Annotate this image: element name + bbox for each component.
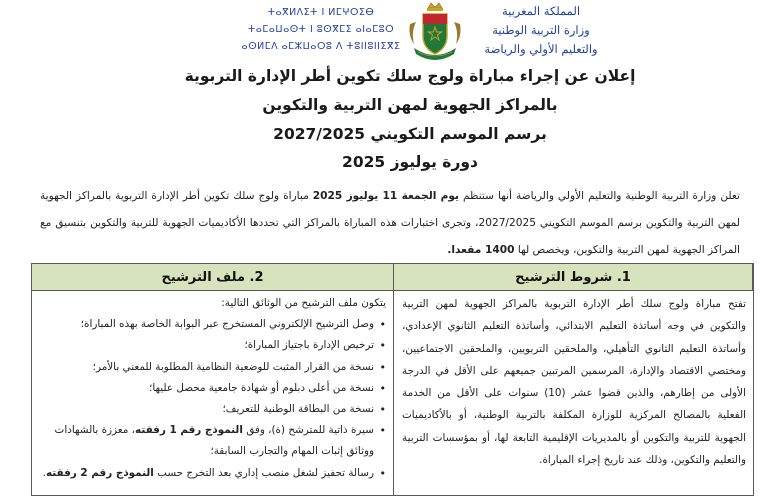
header-kingdom: المملكة المغربية — [501, 4, 581, 18]
header-ministry-sub: والتعليم الأولي والرياضة — [484, 42, 598, 56]
header-tifinagh-line1: ⵜⴰⴳⵍⴷⵉⵜ ⵏ ⵍⵎⵖⵔⵉⴱ — [267, 7, 375, 18]
list-item: • ترخيص الإدارة باجتياز المباراة؛ — [40, 335, 374, 356]
cv-text-2: ، معززة بالشهادات ووثائق إثبات المهام والتجارب السابقة؛ — [54, 424, 374, 458]
list-item: • وصل الترشيح الإلكتروني المستخرج عبر البوابة الخاصة بهذه المباراة؛ — [40, 314, 374, 335]
conditions-heading: 1. شروط الترشيح — [393, 263, 753, 291]
list-item — [40, 420, 374, 462]
title-line4: دورة يوليوز 2025 — [342, 153, 478, 171]
header-tifinagh-line2: ⵜⴰⵎⴰⵡⴰⵙⵜ ⵏ ⵓⵙⴳⵎⵉ ⴰⵏⴰⵎⵓⵔ — [247, 24, 395, 35]
list-item — [40, 463, 374, 484]
list-item: • نسخة من البطاقة الوطنية للتعريف؛ — [40, 399, 374, 420]
header-arabic — [466, 2, 616, 59]
header-tifinagh — [236, 4, 406, 55]
intro-text-1: تعلن وزارة التربية الوطنية والتعليم الأولي والرياضة أنها ستنظم — [459, 190, 740, 202]
moroccan-coat-of-arms-icon — [406, 2, 464, 68]
application-file-content — [40, 293, 386, 484]
title-line1: إعلان عن إجراء مباراة ولوج سلك تكوين أطر الإدارة التربوية — [184, 67, 636, 85]
application-file-heading: 2. ملف الترشيح — [31, 263, 394, 291]
cv-text-1: سيرة ذاتية للمترشح (ة)، وفق — [242, 424, 374, 437]
title-line3: برسم الموسم التكويني 2027/2025 — [273, 125, 547, 143]
header-tifinagh-line3: ⴰⵙⵍⵎⴷ ⴰⵎⵣⵡⴰⵔⵓ ⴷ ⵜⵓⵏⵏⵓⵏⵏⵉⴳⵉ — [241, 41, 401, 52]
column-divider — [393, 263, 394, 495]
motivation-text-2: . — [42, 466, 46, 479]
conditions-text: تفتح مباراة ولوج سلك أطر الإدارة التربوية بالمراكز الجهوية لمهن التربية والتكوين في وجه أساتذة التعليم الابتدائي، وأساتذة التعليم الثانوي الإعدادي، وأساتذة التعليم الثانوي التأهيلي، والملحقين التربويين، والملحقين الاجتماعيين، ومختصي الاقتصاد والإدارة، المرسمين المرتبين جميعهم على الأقل في الدرجة الأولى من إطارهم، والذين قضوا عشر (10) سنوات على الأقل من الخدمة الفعلية بالمصالح المركزية للوزارة المكلفة بالتربية الوطنية، أو بالأكاديميات الجهوية للتربية والتكوين أو بالمديريات الإقليمية التابعة لها، أو بمؤسسات التربية والتعليم والتكوين، وذلك عند تاريخ إجراء المباراة. — [402, 298, 746, 467]
title-line2: بالمراكز الجهوية لمهن التربية والتكوين — [262, 96, 558, 114]
cv-model-ref: النموذج رقم 1 رفقته — [135, 424, 243, 437]
intro-seats: 1400 مقعدا. — [447, 244, 515, 256]
intro-paragraph — [40, 183, 740, 264]
documents-list — [40, 314, 386, 484]
motivation-text-1: رسالة تحفيز لشغل منصب إداري بعد التخرج حسب — [153, 466, 374, 479]
motivation-model-ref: النموذج رقم 2 رفقته — [45, 466, 154, 479]
list-item: • نسخة من أعلى دبلوم أو شهادة جامعية محصل عليها؛ — [40, 378, 374, 399]
intro-text-2: مباراة ولوج سلك تكوين أطر الإدارة التربوية بالمراكز الجهوية لمهن التربية والتكوين برسم الموسم التكويني 2027/2025، وتجرى اختبارات هذه المباراة بالمراكز التي تحددها الأكاديميات الجهوية للتربية والتكوين بتنسيق مع المراكز الجهوية لمهن التربية والتكوين، ويخصص لها — [40, 190, 740, 256]
list-item: • نسخة من القرار المثبت للوضعية النظامية المطلوبة للمعني بالأمر؛ — [40, 357, 374, 378]
intro-date: يوم الجمعة 11 يوليوز 2025 — [312, 190, 460, 202]
header-ministry: وزارة التربية الوطنية — [492, 23, 590, 37]
application-file-intro: يتكون ملف الترشيح من الوثائق التالية: — [221, 297, 386, 309]
